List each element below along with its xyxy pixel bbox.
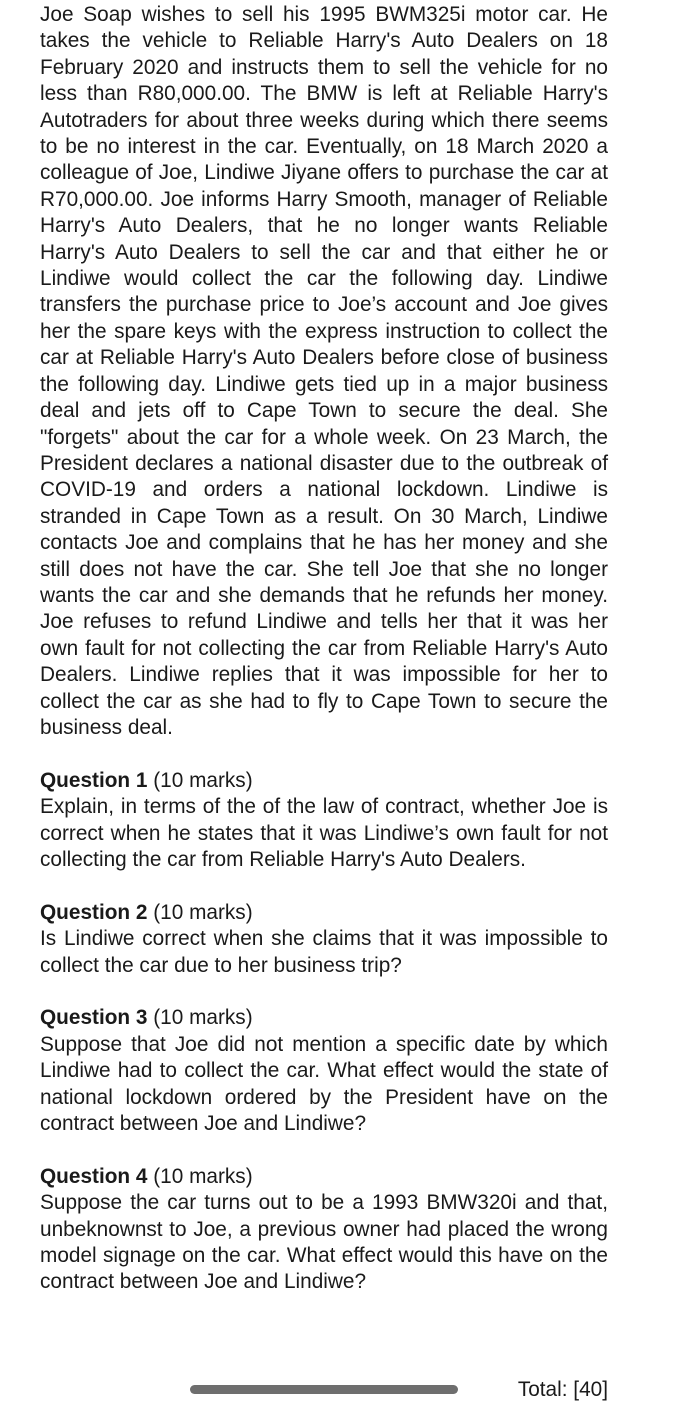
question-title: Question 3 xyxy=(40,1006,148,1030)
question-marks: (10 marks) xyxy=(153,1006,253,1030)
question-heading xyxy=(40,768,608,794)
question-marks: (10 marks) xyxy=(153,1164,253,1188)
question-3 xyxy=(40,1005,608,1137)
question-heading xyxy=(40,1005,608,1031)
question-1 xyxy=(40,768,608,874)
bottom-bar xyxy=(0,1375,699,1410)
question-heading xyxy=(40,900,608,926)
question-2 xyxy=(40,900,608,979)
scroll-indicator[interactable] xyxy=(190,1385,458,1394)
question-text: Suppose that Joe did not mention a specific date by which Lindiwe had to collect the car. What effect would the state of national lockdown ordered by the President have on the contract between Joe and Lindiwe? xyxy=(40,1032,608,1136)
question-text: Suppose the car turns out to be a 1993 BMW320i and that, unbeknownst to Joe, a previous owner had placed the wrong model signage on the car. What effect would this have on the contract between Joe and Lindiwe? xyxy=(40,1191,608,1294)
question-4 xyxy=(40,1164,608,1296)
scenario-paragraph: Joe Soap wishes to sell his 1995 BWM325i motor car. He takes the vehicle to Reliable Harry's Auto Dealers on 18 February 2020 and instructs them to sell the vehicle for no less than R80,000.00. The BMW is left at Reliable Harry's Autotraders for about three weeks during which there seems to be no interest in the car. Eventually, on 18 March 2020 a colleague of Joe, Lindiwe Jiyane offers to purchase the car at R70,000.00. Joe informs Harry Smooth, manager of Reliable Harry's Auto Dealers, that he no longer wants Reliable Harry's Auto Dealers to sell the car and that either he or Lindiwe would collect the car the following day. Lindiwe transfers the purchase price to Joe’s account and Joe gives her the spare keys with the express instruction to collect the car at Reliable Harry's Auto Dealers before close of business the following day. Lindiwe gets tied up in a major business deal and jets off to Cape Town to secure the deal. She "forgets" about the car for a whole week. On 23 March, the President declares a national disaster due to the outbreak of COVID-19 and orders a national lockdown. Lindiwe is stranded in Cape Town as a result. On 30 March, Lindiwe contacts Joe and complains that he has her money and she still does not have the car. She tell Joe that she no longer wants the car and she demands that he refunds her money. Joe refuses to refund Lindiwe and tells her that it was her own fault for not collecting the car from Reliable Harry's Auto Dealers. Lindiwe replies that it was impossible for her to collect the car as she had to fly to Cape Town to secure the business deal. xyxy=(40,3,608,739)
total-marks: Total: [40] xyxy=(517,1378,608,1401)
question-title: Question 4 xyxy=(40,1164,148,1188)
question-marks: (10 marks) xyxy=(153,768,253,792)
document-body xyxy=(40,0,608,1296)
question-title: Question 1 xyxy=(40,768,148,792)
question-text: Explain, in terms of the of the law of contract, whether Joe is correct when he states that it was Lindiwe’s own fault for not collecting the car from Reliable Harry's Auto Dealers. xyxy=(40,795,608,871)
question-text: Is Lindiwe correct when she claims that it was impossible to collect the car due to her business trip? xyxy=(40,927,608,977)
question-title: Question 2 xyxy=(40,900,148,924)
question-heading xyxy=(40,1164,608,1190)
question-marks: (10 marks) xyxy=(153,900,253,924)
